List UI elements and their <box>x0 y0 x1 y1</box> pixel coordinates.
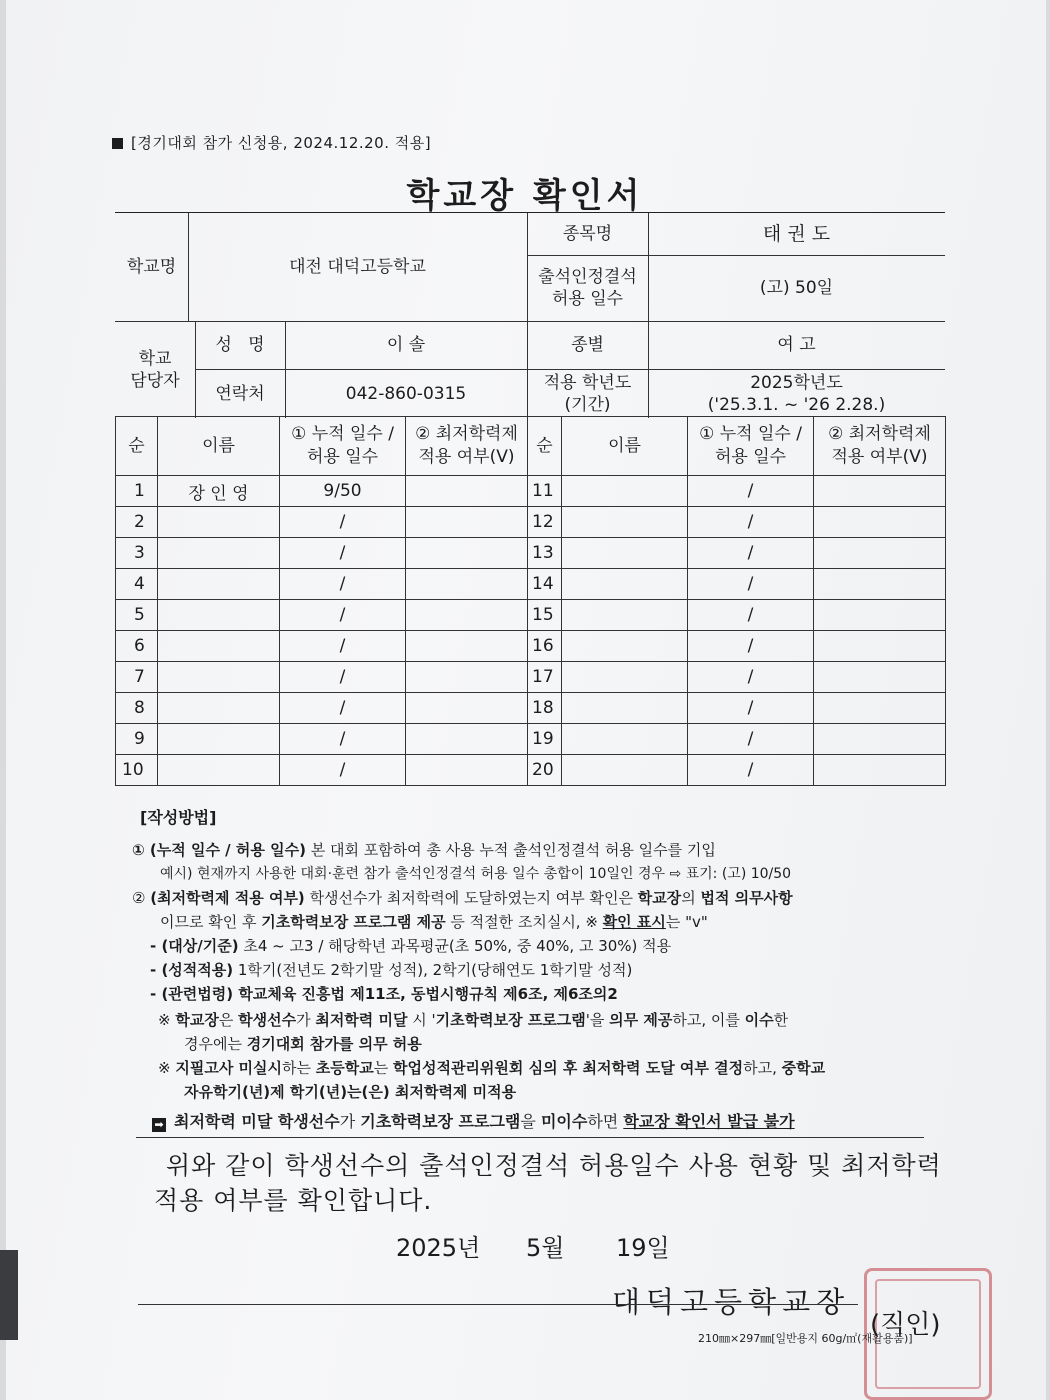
row-name <box>562 631 688 662</box>
row-min-check <box>814 507 946 538</box>
row-min-check <box>814 693 946 724</box>
note-2: ※ 지필고사 미실시하는 초등학교는 학업성적관리위원회 심의 후 최저학력 도달 여부 결정하고, 중학교 <box>158 1059 826 1077</box>
event-value: 태 권 도 <box>762 223 831 245</box>
row-days: / <box>280 600 406 631</box>
row-name <box>158 538 280 569</box>
row-no: 8 <box>116 693 158 724</box>
row-min-check <box>814 724 946 755</box>
row-no: 18 <box>528 693 562 724</box>
row-days: / <box>688 631 814 662</box>
row-no: 7 <box>116 662 158 693</box>
row-days: / <box>688 538 814 569</box>
col-header-name-2: 이름 <box>562 417 688 476</box>
row-min-check <box>406 693 528 724</box>
col-header-name: 이름 <box>158 417 280 476</box>
row-name <box>158 693 280 724</box>
row-min-check <box>406 631 528 662</box>
row-no: 1 <box>116 476 158 507</box>
contact-value: 042-860-0315 <box>345 383 467 404</box>
row-no: 9 <box>116 724 158 755</box>
row-min-check <box>814 538 946 569</box>
row-min-check <box>406 538 528 569</box>
row-no: 12 <box>528 507 562 538</box>
row-name <box>562 569 688 600</box>
col-header-min: ② 최저학력제 적용 여부(V) <box>406 417 528 476</box>
row-name <box>158 600 280 631</box>
date-month: 5월 <box>526 1234 565 1262</box>
row-no: 5 <box>116 600 158 631</box>
col-header-days: ① 누적 일수 / 허용 일수 <box>280 417 406 476</box>
row-no: 3 <box>116 538 158 569</box>
table-row <box>116 569 946 600</box>
row-name <box>562 662 688 693</box>
row-days: / <box>280 507 406 538</box>
instruction-1-example: 예시) 현재까지 사용한 대회·훈련 참가 출석인정결석 허용 일수 총합이 10일인 경우 ⇨ 표기: (고) 10/50 <box>160 866 792 882</box>
student-table <box>115 416 946 786</box>
manager-name-value: 이 솔 <box>386 335 426 355</box>
row-name <box>158 755 280 786</box>
gender-label: 종별 <box>571 335 604 355</box>
paper-spec: 210㎜×297㎜[일반용지 60g/㎡(재활용품)] <box>698 1332 913 1345</box>
row-name <box>158 724 280 755</box>
row-min-check <box>406 476 528 507</box>
absence-days-label: 출석인정결석 허용 일수 <box>538 267 637 309</box>
signature-line <box>138 1304 858 1305</box>
year-value: 2025학년도 ('25.3.1. ~ '26 2.28.) <box>707 372 886 415</box>
row-days: / <box>280 569 406 600</box>
row-no: 17 <box>528 662 562 693</box>
school-info-table <box>115 212 945 418</box>
absence-days-value: (고) 50일 <box>759 278 834 298</box>
manager-label: 학교 담당자 <box>130 348 180 391</box>
row-days: / <box>280 693 406 724</box>
table-row <box>116 600 946 631</box>
col-header-min-2: ② 최저학력제 적용 여부(V) <box>814 417 946 476</box>
row-no: 10 <box>116 755 158 786</box>
row-days: / <box>688 724 814 755</box>
row-min-check <box>814 662 946 693</box>
row-no: 4 <box>116 569 158 600</box>
background-object <box>0 1250 18 1340</box>
row-days: / <box>688 476 814 507</box>
row-min-check <box>406 662 528 693</box>
row-no: 13 <box>528 538 562 569</box>
note-1-cont: 경우에는 경기대회 참가를 의무 허용 <box>184 1035 422 1053</box>
row-name <box>562 755 688 786</box>
table-row <box>116 631 946 662</box>
document-title: 학교장 확인서 <box>406 176 644 216</box>
row-min-check <box>406 569 528 600</box>
row-min-check <box>406 724 528 755</box>
row-days: / <box>688 755 814 786</box>
row-name <box>158 569 280 600</box>
table-row <box>116 507 946 538</box>
row-days: / <box>280 631 406 662</box>
row-days: / <box>688 693 814 724</box>
arrow-box-icon: ➡ <box>152 1118 166 1132</box>
contact-label: 연락처 <box>215 383 265 404</box>
manager-name-label: 성 명 <box>215 335 265 355</box>
row-no: 2 <box>116 507 158 538</box>
detail-law: - (관련법령) 학교체육 진흥법 제11조, 동법시행규칙 제6조, 제6조의2 <box>150 985 618 1003</box>
table-row <box>116 476 946 507</box>
row-days: / <box>280 724 406 755</box>
row-days: / <box>688 507 814 538</box>
row-no: 20 <box>528 755 562 786</box>
row-min-check <box>814 600 946 631</box>
row-days: 9/50 <box>280 476 406 507</box>
school-name-label: 학교명 <box>126 257 177 277</box>
instruction-1: ① (누적 일수 / 허용 일수) 본 대회 포함하여 총 사용 누적 출석인정결석 허용 일수를 기입 <box>132 841 716 859</box>
row-days: / <box>280 662 406 693</box>
school-name-value: 대전 대덕고등학교 <box>289 257 426 277</box>
row-min-check <box>406 600 528 631</box>
table-row <box>116 693 946 724</box>
row-days: / <box>280 755 406 786</box>
instruction-2-cont: 이므로 확인 후 기초학력보장 프로그램 제공 등 적절한 조치실시, ※ 확인 표시는 "v" <box>160 913 708 931</box>
row-name <box>562 724 688 755</box>
year-label: 적용 학년도 (기간) <box>543 372 632 415</box>
table-row <box>116 662 946 693</box>
table-row <box>116 724 946 755</box>
row-name <box>158 631 280 662</box>
confirmation-statement: 위와 같이 학생선수의 출석인정결석 허용일수 사용 현황 및 최저학력 적용 여부를 확인합니다. <box>154 1151 942 1215</box>
note-1: ※ 학교장은 학생선수가 최저학력 미달 시 '기초학력보장 프로그램'을 의무 제공하고, 이를 이수한 <box>158 1011 789 1029</box>
row-name <box>562 507 688 538</box>
row-no: 6 <box>116 631 158 662</box>
table-row <box>116 538 946 569</box>
row-name <box>158 507 280 538</box>
row-min-check <box>814 631 946 662</box>
seal-label: (직인) <box>870 1310 941 1340</box>
note-2-cont: 자유학기(년)제 학기(년)는(은) 최저학력제 미적용 <box>184 1083 517 1101</box>
row-min-check <box>814 569 946 600</box>
row-days: / <box>688 662 814 693</box>
detail-grade: - (성적적용) 1학기(전년도 2학기말 성적), 2학기(당해연도 1학기말 성적) <box>150 961 633 979</box>
row-name <box>562 693 688 724</box>
row-no: 15 <box>528 600 562 631</box>
row-min-check <box>406 507 528 538</box>
row-days: / <box>280 538 406 569</box>
table-header-row <box>116 417 946 476</box>
col-header-days-2: ① 누적 일수 / 허용 일수 <box>688 417 814 476</box>
square-bullet-icon <box>112 138 123 149</box>
row-min-check <box>406 755 528 786</box>
final-note: ➡ 최저학력 미달 학생선수가 기초학력보장 프로그램을 미이수하면 학교장 확인서 발급 불가 <box>152 1110 795 1134</box>
instruction-2: ② (최저학력제 적용 여부) 학생선수가 최저학력에 도달하였는지 여부 확인은 학교장의 법적 의무사항 <box>132 889 793 907</box>
row-no: 11 <box>528 476 562 507</box>
signer-name: 대덕고등학교장 <box>612 1285 851 1319</box>
row-no: 14 <box>528 569 562 600</box>
row-name <box>158 662 280 693</box>
row-no: 16 <box>528 631 562 662</box>
row-days: / <box>688 600 814 631</box>
row-name <box>562 600 688 631</box>
detail-target: - (대상/기준) 초4 ~ 고3 / 해당학년 과목평균(초 50%, 중 40%, 고 30%) 적용 <box>150 937 672 955</box>
row-min-check <box>814 476 946 507</box>
gender-value: 여 고 <box>777 335 816 355</box>
row-name: 장 인 영 <box>158 476 280 507</box>
form-version-note: [경기대회 참가 신청용, 2024.12.20. 적용] <box>112 132 431 153</box>
event-label: 종목명 <box>562 224 613 244</box>
table-row <box>116 755 946 786</box>
row-name <box>562 476 688 507</box>
instructions-heading: [작성방법] <box>140 808 217 827</box>
row-days: / <box>688 569 814 600</box>
row-name <box>562 538 688 569</box>
col-header-no-2: 순 <box>528 417 562 476</box>
row-min-check <box>814 755 946 786</box>
col-header-no: 순 <box>116 417 158 476</box>
row-no: 19 <box>528 724 562 755</box>
date-day: 19일 <box>616 1234 670 1262</box>
date-year: 2025년 <box>396 1234 481 1262</box>
